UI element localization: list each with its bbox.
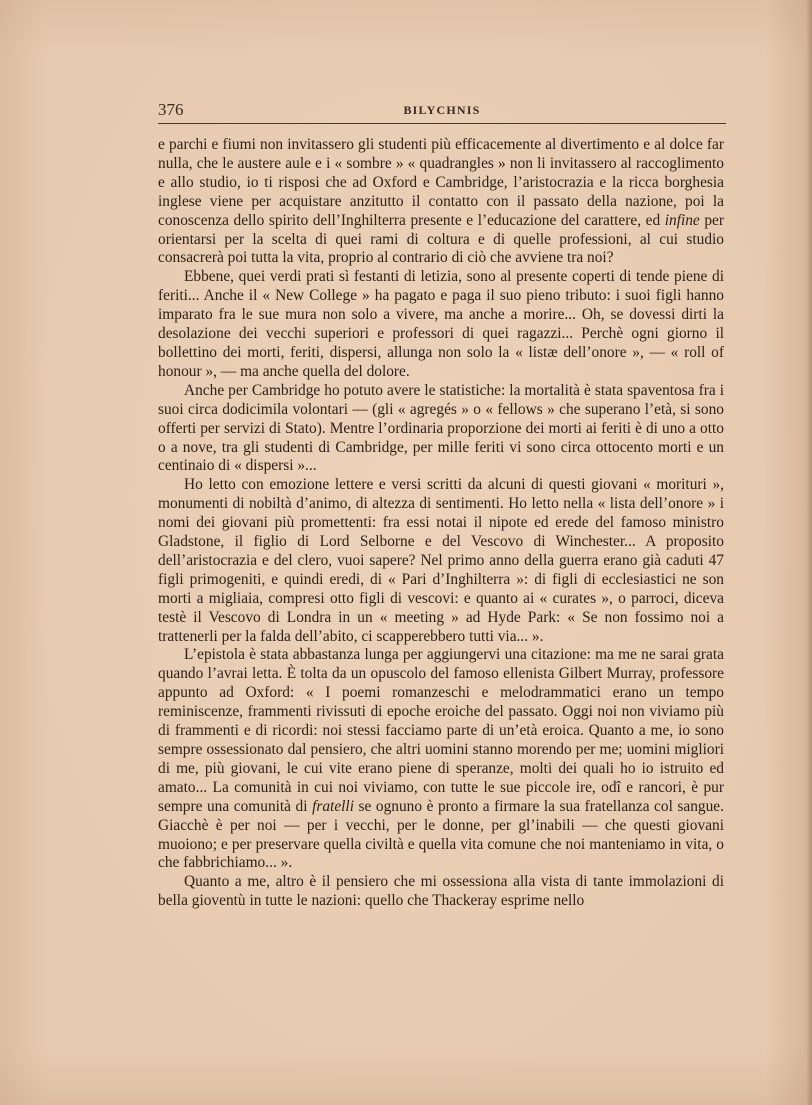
page-number: 376: [158, 100, 184, 119]
paragraph-6: Quanto a me, altro è il pensiero che mi ossessiona alla vista di tante immolazioni di bella gioventù in tutte le nazioni: quello che Thackeray esprime nello: [158, 873, 724, 910]
paragraph-1: [158, 136, 724, 268]
paragraph-5-emphasis: fratelli: [312, 797, 354, 815]
page-header: [158, 98, 726, 122]
body-text: [158, 136, 724, 911]
paragraph-1-text-end: per orientarsi per la scelta di quei rami di coltura e di quelle professioni, al cui studio consacrerà poi tutta la vita, proprio al contrario di ciò che avviene tra noi?: [158, 211, 724, 267]
paragraph-2: Ebbene, quei verdi prati sì festanti di letizia, sono al presente coperti di tende piene di feriti... Anche il « New College » ha pagato e paga il suo pieno tributo: i suoi figli hanno imparato fra le sue mura non solo a vivere, ma anche a morire... Oh, se dovessi dirti la desolazione dei vecchi superiori e professori di quei ragazzi... Perchè ogni giorno il bollettino dei morti, feriti, dispersi, allunga non solo la « listæ dell’onore », — « roll of honour », — ma anche quella del dolore.: [158, 268, 724, 380]
paragraph-5-text-end: se ognuno è pronto a firmare la sua fratellanza col sangue. Giacchè è per noi — per i vecchi, per le donne, per gl’inabili — che questi giovani muoiono; e per preservare quella civiltà e quella vita comune che noi manteniamo in vita, o che fabbrichiamo... ».: [158, 797, 724, 872]
paragraph-5: [158, 646, 724, 873]
paragraph-5-text: L’epistola è stata abbastanza lunga per aggiungervi una citazione: ma me ne sarai grata quando l’avrai letta. È tolta da un opuscolo del famoso ellenista Gilbert Murray, professore appunto ad Oxford: « I poemi romanzeschi e melodrammatici erano un tempo reminiscenze, frammenti rivissuti di epoche eroiche del passato. Oggi noi non viviamo più di frammenti e di ricordi: noi stessi facciamo parte di un’età eroica. Quanto a me, io sono sempre ossessionato dal pensiero, che altri uomini stanno morendo per me; uomini migliori di me, più giovani, le cui vite erano piene di speranze, molti dei quali ho io istruito ed amato... La comunità in cui noi viviamo, con tutte le sue piccole ire, odî e rancori, è pur sempre una comunità di: [158, 646, 724, 815]
header-rule: [158, 123, 726, 124]
running-title: BILYCHNIS: [403, 103, 481, 117]
paragraph-1-emphasis: infine: [664, 211, 700, 229]
paragraph-3: Anche per Cambridge ho potuto avere le statistiche: la mortalità è stata spaventosa fra i suoi circa dodicimila volontari — (gli « agregés » o « fellows » che superano l’età, si sono offerti per servizi di Stato). Mentre l’ordinaria proporzione dei morti ai feriti è di uno a otto o a nove, tra gli studenti di Cambridge, per mille feriti vi sono circa ottocento morti e un centinaio di « dispersi »...: [158, 381, 724, 475]
paragraph-1-text: e parchi e fiumi non invitassero gli studenti più efficacemente al divertimento e al dolce far nulla, che le austere aule e i « sombre » « quadrangles » non li invitassero al raccoglimento e allo studio, io ti risposi che ad Oxford e Cambridge, l’aristocrazia e la ricca borghesia inglese viene per acquistare anzitutto il contatto con il passato della nazione, poi la conoscenza dello spirito dell’Inghilterra presente e l’educazione del carattere, ed: [158, 136, 724, 229]
paragraph-4: Ho letto con emozione lettere e versi scritti da alcuni di questi giovani « morituri », monumenti di nobiltà d’animo, di altezza di sentimenti. Ho letto nella « lista dell’onore » i nomi dei giovani più promettenti: fra essi notai il nipote ed erede del famoso ministro Gladstone, il figlio di Lord Selborne e del Vescovo di Winchester... A proposito dell’aristocrazia e del clero, vuoi sapere? Nel primo anno della guerra erano già caduti 47 figli primogeniti, e quindi eredi, di « Pari d’Inghilterra »: di figli di ecclesiastici ne son morti a migliaia, compresi otto figli di vescovi: e quanto ai « curates », o parroci, diceva testè il Vescovo di Londra in un « meeting » ad Hyde Park: « Se non fossimo noi a trattenerli per la falda dell’abito, ci scapperebbero tutti via... ».: [158, 476, 724, 645]
page-edge-shadow: [806, 0, 812, 1105]
